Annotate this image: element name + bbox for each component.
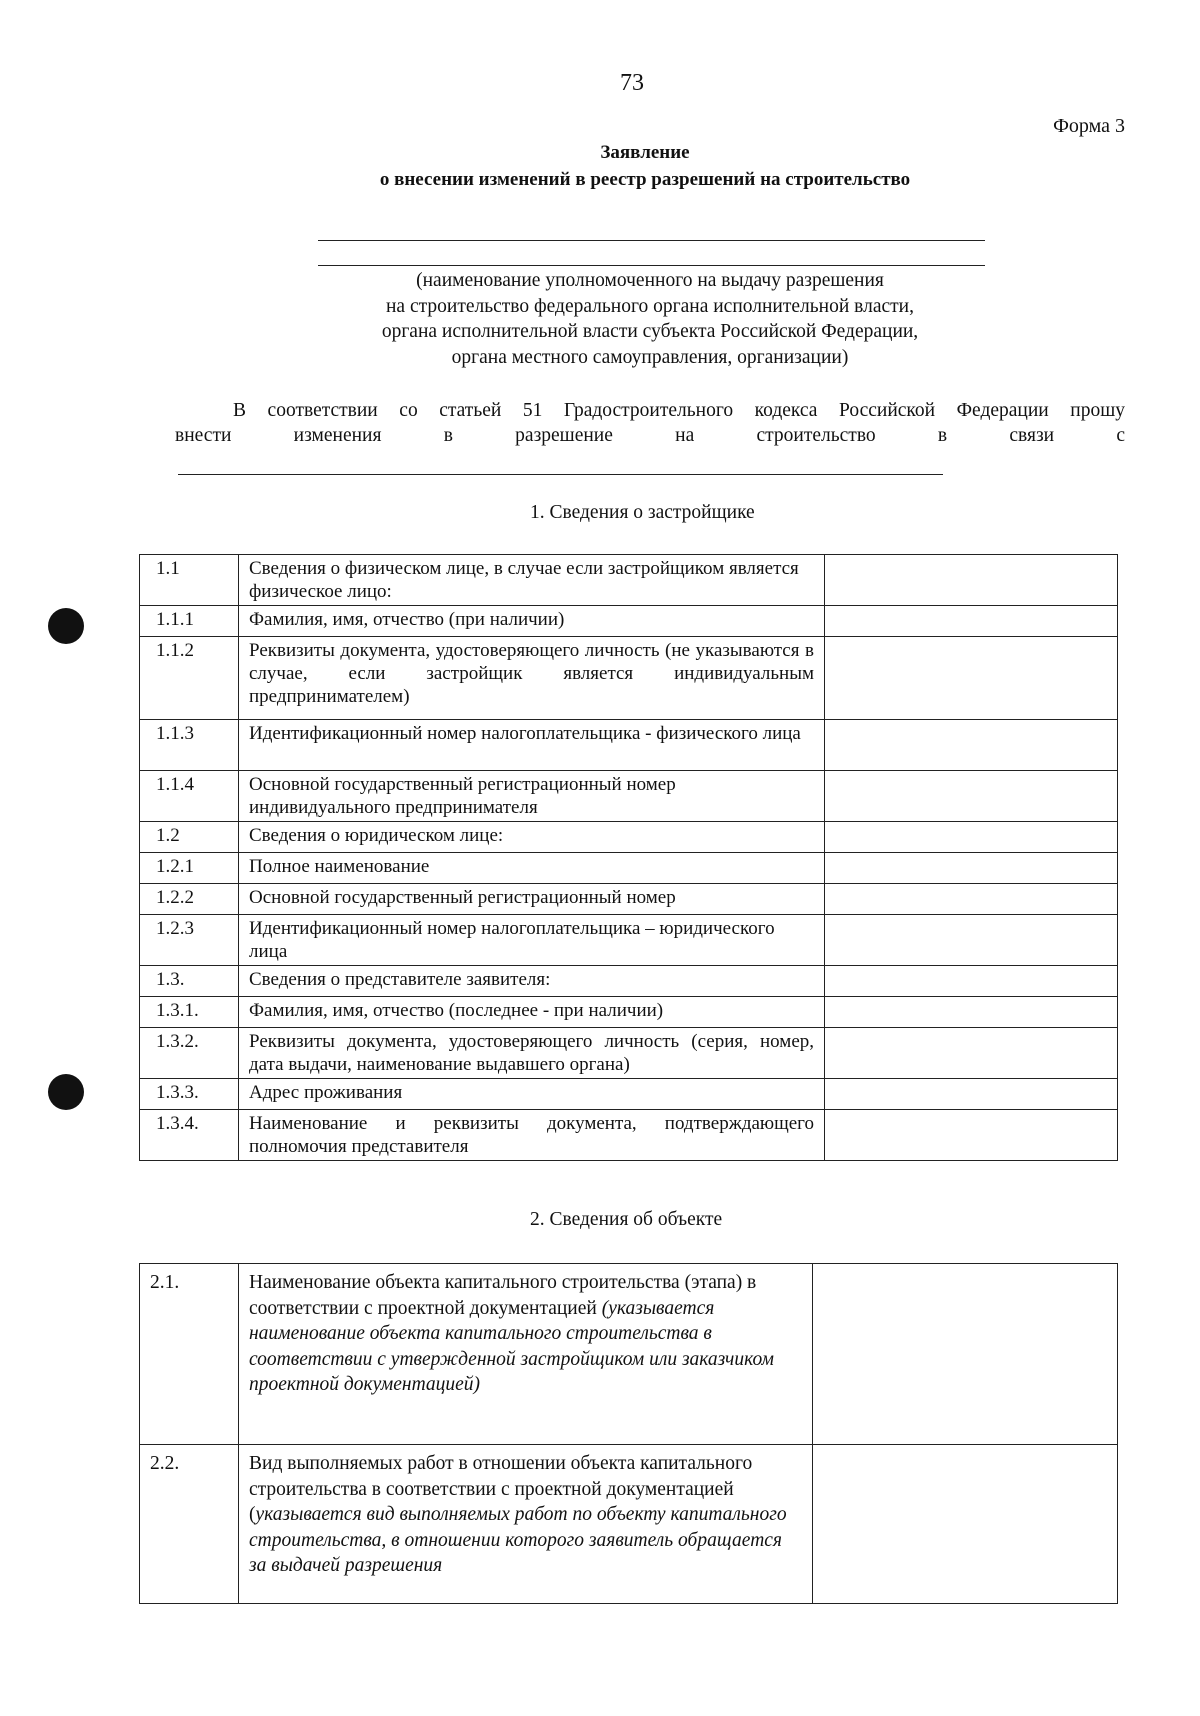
form-label: Форма 3 [1053, 115, 1125, 137]
table-row [140, 1264, 1118, 1445]
value-cell[interactable] [813, 1445, 1118, 1604]
row-label: Идентификационный номер налогоплательщика – юридического лица [239, 915, 825, 966]
document-subtitle: о внесении изменений в реестр разрешений на строительство [379, 169, 911, 190]
row-number: 1.3.1. [140, 997, 239, 1028]
row-label: Реквизиты документа, удостоверяющего личность (не указываются в случае, если застройщик является индивидуальным предпринимателем) [239, 637, 825, 720]
row-label: Полное наименование [239, 853, 825, 884]
row-label [239, 1445, 813, 1604]
recipient-hint [320, 268, 980, 370]
table-row [140, 966, 1118, 997]
row-number: 1.1 [140, 555, 239, 606]
row-number: 1.2.3 [140, 915, 239, 966]
row-number: 1.1.3 [140, 720, 239, 771]
row-label-text: Наименование объекта капитального строительства (этапа) в соответствии с проектной документацией [249, 1272, 757, 1319]
row-label: Адрес проживания [239, 1079, 825, 1110]
row-label: Наименование и реквизиты документа, подтверждающего полномочия представителя [239, 1110, 825, 1161]
table-row [140, 1110, 1118, 1161]
binder-hole [48, 608, 84, 644]
value-cell[interactable] [825, 1079, 1118, 1110]
row-label: Основной государственный регистрационный номер [239, 884, 825, 915]
row-number: 1.3.2. [140, 1028, 239, 1079]
value-cell[interactable] [825, 915, 1118, 966]
binder-hole [48, 1074, 84, 1110]
row-number: 1.3.4. [140, 1110, 239, 1161]
recipient-hint-line: органа исполнительной власти субъекта Российской Федерации, [381, 321, 919, 342]
table-row [140, 771, 1118, 822]
value-cell[interactable] [825, 771, 1118, 822]
row-number: 2.2. [140, 1445, 239, 1604]
value-cell[interactable] [825, 884, 1118, 915]
value-cell[interactable] [825, 997, 1118, 1028]
value-cell[interactable] [825, 1028, 1118, 1079]
document-title: Заявление [600, 142, 690, 163]
row-label-text: Вид выполняемых работ в отношении объекта капитального строительства в соответствии с проектной документацией ( [249, 1453, 753, 1525]
row-number: 1.3. [140, 966, 239, 997]
row-label-note: указывается вид выполняемых работ по объекту капитального строительства, в отношении которого заявитель обращается за выдачей разрешения [249, 1504, 787, 1576]
section-heading: 2. Сведения об объекте [530, 1209, 723, 1230]
value-cell[interactable] [825, 966, 1118, 997]
row-label: Сведения о представителе заявителя: [239, 966, 825, 997]
table-row [140, 853, 1118, 884]
recipient-hint-line: (наименование уполномоченного на выдачу разрешения [416, 270, 884, 291]
row-number: 2.1. [140, 1264, 239, 1445]
object-info-table [139, 1263, 1118, 1604]
table-row [140, 637, 1118, 720]
developer-info-table [139, 554, 1118, 1161]
recipient-hint-line: на строительство федерального органа исполнительной власти, [386, 295, 914, 317]
value-cell[interactable] [825, 637, 1118, 720]
row-label: Идентификационный номер налогоплательщика - физического лица [239, 720, 825, 771]
statement-line: внести изменения в разрешение на строительство в связи с [175, 425, 1125, 446]
row-number: 1.3.3. [140, 1079, 239, 1110]
row-number: 1.2 [140, 822, 239, 853]
row-number: 1.1.4 [140, 771, 239, 822]
row-number: 1.2.1 [140, 853, 239, 884]
table-row [140, 915, 1118, 966]
value-cell[interactable] [825, 853, 1118, 884]
table-row [140, 606, 1118, 637]
row-label: Реквизиты документа, удостоверяющего личность (серия, номер, дата выдачи, наименование выдавшего органа) [239, 1028, 825, 1079]
recipient-line-1 [318, 240, 985, 241]
page-number: 73 [620, 70, 644, 96]
row-label [239, 1264, 813, 1445]
value-cell[interactable] [825, 555, 1118, 606]
table-row [140, 822, 1118, 853]
request-statement [175, 398, 1125, 448]
row-label: Фамилия, имя, отчество (последнее - при наличии) [239, 997, 825, 1028]
statement-line: В соответствии со статьей 51 Градостроительного кодекса Российской Федерации прошу [233, 400, 1125, 421]
table-row [140, 884, 1118, 915]
value-cell[interactable] [825, 606, 1118, 637]
recipient-line-2 [318, 265, 985, 266]
row-number: 1.1.1 [140, 606, 239, 637]
value-cell[interactable] [825, 1110, 1118, 1161]
value-cell[interactable] [825, 822, 1118, 853]
row-label: Сведения о физическом лице, в случае если застройщиком является физическое лицо: [239, 555, 825, 606]
row-number: 1.2.2 [140, 884, 239, 915]
recipient-hint-line: органа местного самоуправления, организации) [451, 346, 849, 368]
table-row [140, 720, 1118, 771]
row-label: Фамилия, имя, отчество (при наличии) [239, 606, 825, 637]
table-row [140, 555, 1118, 606]
reason-line [178, 474, 943, 475]
row-label: Основной государственный регистрационный номер индивидуального предпринимателя [239, 771, 825, 822]
table-row [140, 1445, 1118, 1604]
table-row [140, 1028, 1118, 1079]
table-row [140, 997, 1118, 1028]
value-cell[interactable] [813, 1264, 1118, 1445]
value-cell[interactable] [825, 720, 1118, 771]
row-number: 1.1.2 [140, 637, 239, 720]
row-label: Сведения о юридическом лице: [239, 822, 825, 853]
section-heading: 1. Сведения о застройщике [530, 502, 755, 523]
table-row [140, 1079, 1118, 1110]
row-label-note: (указывается наименование объекта капитального строительства в соответствии с утвержденной застройщиком или заказчиком проектной документацией) [249, 1297, 774, 1395]
